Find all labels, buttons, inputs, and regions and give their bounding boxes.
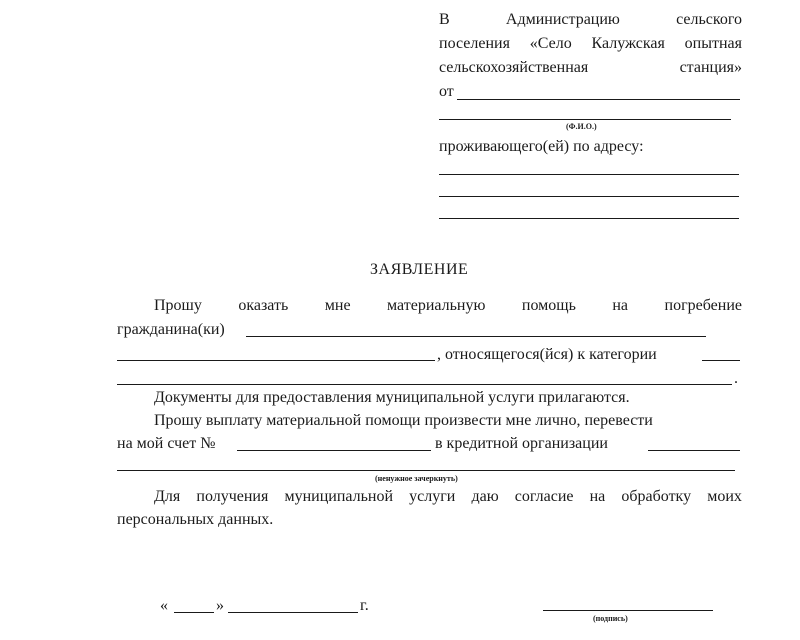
body-word: на [612,297,629,314]
category-field[interactable] [702,360,740,361]
body-word: мне [324,297,351,314]
addressee-word: станция» [679,59,742,76]
body-word: на [589,488,606,505]
credit-org-field[interactable] [648,450,740,451]
body-word: моих [707,488,742,505]
signature-caption: (подпись) [593,614,628,623]
account-number-field[interactable] [237,450,431,451]
documents-attached-text: Документы для предоставления муниципальной услуги прилагаются. [154,389,630,406]
body-word: согласие [514,488,574,505]
deceased-label: гражданина(ки) [117,321,225,338]
signature-field[interactable] [543,610,713,611]
period: . [734,370,738,387]
addressee-word: «Село [529,35,572,52]
addressee-word: поселения [439,35,510,52]
addressee-line-1 [439,10,742,30]
category-field-continued[interactable] [117,384,732,385]
body-word: муниципальной [284,488,394,505]
body-word: даю [471,488,499,505]
date-open-quote: « [160,597,168,614]
body-word: оказать [238,297,289,314]
from-name-field[interactable] [457,99,740,100]
addressee-word: сельского [676,11,742,28]
from-label: от [439,83,454,100]
date-close-quote: » [216,597,224,614]
fio-caption: (Ф.И.О.) [566,122,597,131]
body-word: Прошу [154,297,202,314]
credit-org-label: в кредитной организации [435,435,608,452]
year-suffix: г. [360,597,369,614]
residing-label: проживающего(ей) по адресу: [439,138,644,155]
addressee-line-3 [439,58,742,78]
body-word: получения [196,488,269,505]
request-line-1 [154,296,742,316]
strike-unneeded-caption: (ненужное зачеркнуть) [375,474,458,483]
addressee-word: сельскохозяйственная [439,59,589,76]
account-label: на мой счет № [117,435,216,452]
date-month-field[interactable] [228,612,358,613]
addressee-line-2 [439,34,742,54]
addressee-word: Калужская [591,35,665,52]
payment-request-text: Прошу выплату материальной помощи произвести мне лично, перевести [154,412,653,429]
addressee-word: Администрацию [505,11,620,28]
body-word: помощь [521,297,576,314]
document-title: ЗАЯВЛЕНИЕ [370,261,469,278]
address-field-line-3[interactable] [439,218,739,219]
date-day-field[interactable] [174,612,214,613]
deceased-name-field-continued[interactable] [117,360,435,361]
address-field-line-1[interactable] [439,174,739,175]
body-word: обработку [621,488,692,505]
body-word: погребение [664,297,742,314]
address-field-line-2[interactable] [439,196,739,197]
from-name-field-continued[interactable] [439,119,731,120]
deceased-name-field[interactable] [246,336,706,337]
credit-org-field-continued[interactable] [117,470,735,471]
body-word: Для [154,488,181,505]
addressee-word: В [439,11,450,28]
consent-line-2: персональных данных. [117,511,274,528]
consent-line-1 [154,487,742,507]
category-label: , относящегося(йся) к категории [437,346,657,363]
addressee-word: опытная [684,35,742,52]
body-word: услуги [409,488,456,505]
body-word: материальную [387,297,486,314]
